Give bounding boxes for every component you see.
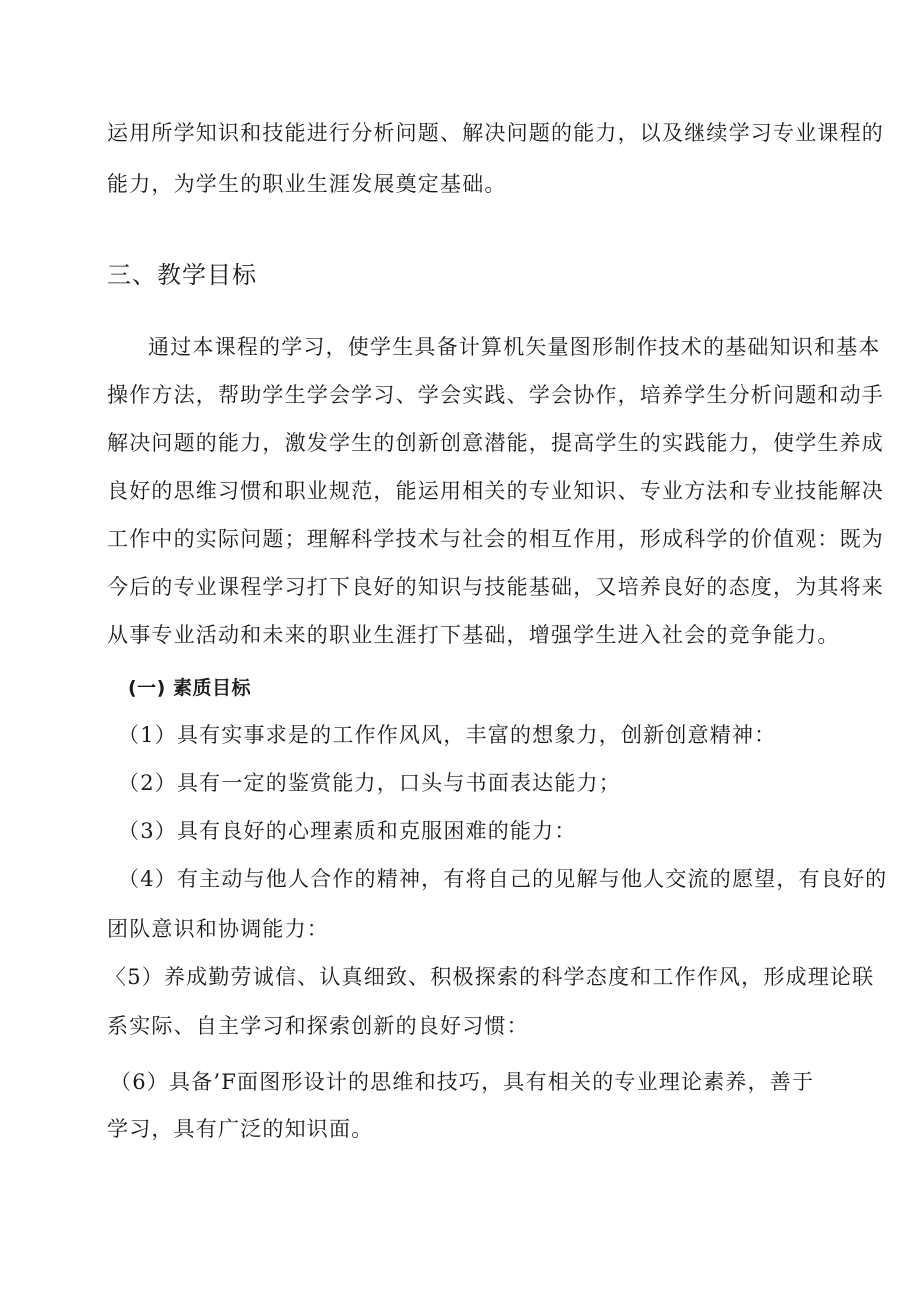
objective-line-7: 从事专业活动和未来的职业生涯打下基础，增强学生进入社会的竞争能力。 xyxy=(107,623,840,647)
objective-line-1: 通过本课程的学习，使学生具备计算机矢量图形制作技术的基础知识和基本 xyxy=(148,335,881,359)
objective-line-5: 工作中的实际问题；理解科学技术与社会的相互作用，形成科学的价值观：既为 xyxy=(107,527,884,551)
objective-line-6: 今后的专业课程学习打下良好的知识与技能基础，又培养良好的态度，为其将来 xyxy=(107,575,884,599)
quality-item-4-line-2: 团队意识和协调能力： xyxy=(107,917,329,941)
quality-item-1: （1）具有实事求是的工作作风风，丰富的想象力，创新创意精神： xyxy=(118,723,777,747)
quality-item-2: （2）具有一定的鉴赏能力，口头与书面表达能力； xyxy=(118,771,621,795)
section-heading: 三、教学目标 xyxy=(107,261,257,289)
quality-item-5-line-1: 〈5）养成勤劳诚信、认真细致、积极探索的科学态度和工作作风，形成理论联 xyxy=(105,965,875,989)
quality-item-3: （3）具有良好的心理素质和克服困难的能力： xyxy=(118,819,577,843)
objective-line-2: 操作方法，帮助学生学会学习、学会实践、学会协作，培养学生分析问题和动手 xyxy=(107,383,884,407)
objective-line-4: 良好的思维习惯和职业规范，能运用相关的专业知识、专业方法和专业技能解决 xyxy=(107,479,884,503)
quality-item-5-line-2: 系实际、自主学习和探索创新的良好习惯： xyxy=(107,1014,529,1038)
objective-line-3: 解决问题的能力，激发学生的创新创意潜能，提高学生的实践能力，使学生养成 xyxy=(107,431,884,455)
subsection-heading: (一) 素质目标 xyxy=(128,677,251,699)
intro-line-2: 能力，为学生的职业生涯发展奠定基础。 xyxy=(107,172,507,196)
quality-item-6-line-2: 学习，具有广泛的知识面。 xyxy=(107,1117,374,1141)
quality-item-4-line-1: （4）有主动与他人合作的精神，有将自己的见解与他人交流的愿望，有良好的 xyxy=(118,867,888,891)
quality-item-6-line-1: （6）具备’F面图形设计的思维和技巧，具有相关的专业理论素养，善于 xyxy=(110,1070,815,1094)
intro-line-1: 运用所学知识和技能进行分析问题、解决问题的能力，以及继续学习专业课程的 xyxy=(107,121,884,145)
